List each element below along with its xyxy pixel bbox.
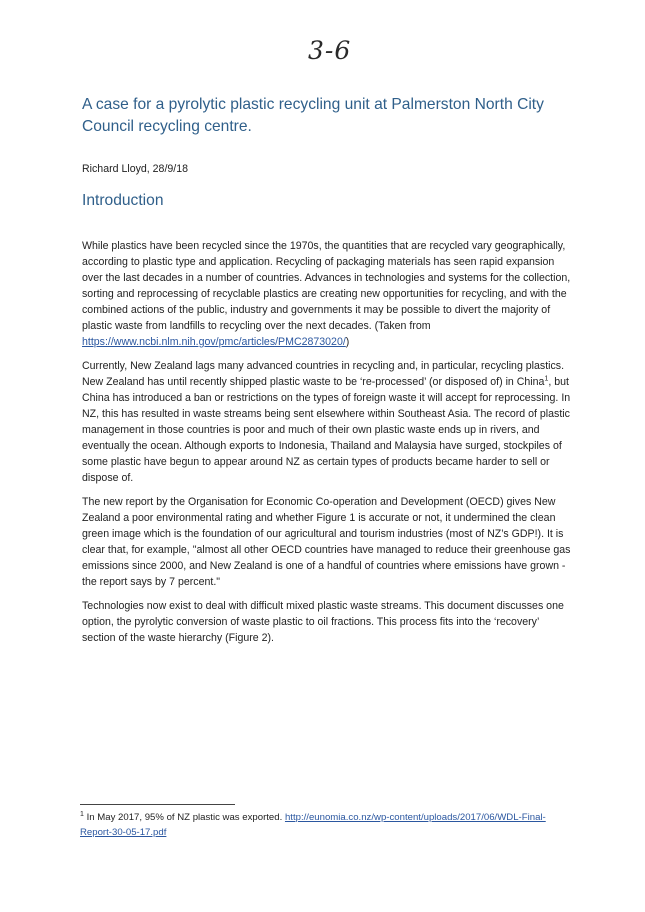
footnote-divider [80, 804, 235, 805]
author-date: Richard Lloyd, 28/9/18 [82, 163, 189, 175]
paragraph-2 [82, 358, 572, 486]
paragraph-3: The new report by the Organisation for Economic Co-operation and Development (OECD) gives New Zealand a poor environmental rating and whether Figure 1 is accurate or not, it undermined the clean green image which is the foundation of our agricultural and tourism industries (most of NZ’s GDP!). It is clear that, for example, "almost all other OECD countries have managed to reduce their greenhouse gas emissions since 2000, and New Zealand is one of a handful of countries where emissions have grown - the report says by 7 percent." [82, 496, 571, 588]
paragraph-4: Technologies now exist to deal with difficult mixed plastic waste streams. This document discusses one option, the pyrolytic conversion of waste plastic to oil fractions. This process fits into the ‘recovery’ section of the waste hierarchy (Figure 2). [82, 600, 564, 644]
handwritten-page-mark: 3-6 [308, 36, 352, 65]
paragraph-1-text: While plastics have been recycled since the 1970s, the quantities that are recycled vary geographically, according to plastic type and application. Recycling of packaging materials has seen rapid expansion over the last decades in a number of countries. Advances in technologies and systems for the collection, sorting and reprocessing of recyclable plastics are creating new opportunities for recycling, and with the combined actions of the public, industry and governments it may be possible to divert the majority of plastic waste from landfills to recycling over the next decades. (Taken from [82, 240, 571, 332]
eunomia-report-link[interactable]: http://eunomia.co.nz/wp-content/uploads/2017/06/WDL-Final-Report-30-05-17.pdf [80, 812, 546, 838]
footnote [80, 810, 570, 840]
footnote-text: In May 2017, 95% of NZ plastic was exported. [83, 812, 285, 823]
paragraph-2-text-b: , but China has introduced a ban or restrictions on the types of foreign waste it will accept for reprocessing. In NZ, this has resulted in waste streams being sent elsewhere within Southeast Asia. The record of plastic management in those countries is poor and much of their own plastic waste ends up in rivers, and eventually the ocean. Although exports to Indonesia, Thailand and Malaysia have surged, stockpiles of some plastic have begun to appear around NZ as certain types of products became harder to sell or dispose of. [82, 376, 571, 484]
section-heading-introduction: Introduction [82, 192, 164, 209]
footnote-reference[interactable]: 1 [544, 375, 549, 383]
introduction-body [82, 238, 572, 654]
paragraph-2-text-a: Currently, New Zealand lags many advanced countries in recycling and, in particular, recycling plastics. New Zealand has until recently shipped plastic waste to be ‘re-processed’ (or disposed of) in China [82, 360, 565, 388]
paragraph-1-end: ) [345, 336, 350, 348]
paragraph-1 [82, 238, 572, 350]
document-title: A case for a pyrolytic plastic recycling unit at Palmerston North City Council recycling centre. [82, 96, 544, 135]
footnote-marker: 1 [80, 810, 84, 818]
ncbi-source-link[interactable]: https://www.ncbi.nlm.nih.gov/pmc/articles/PMC2873020/ [82, 336, 346, 348]
